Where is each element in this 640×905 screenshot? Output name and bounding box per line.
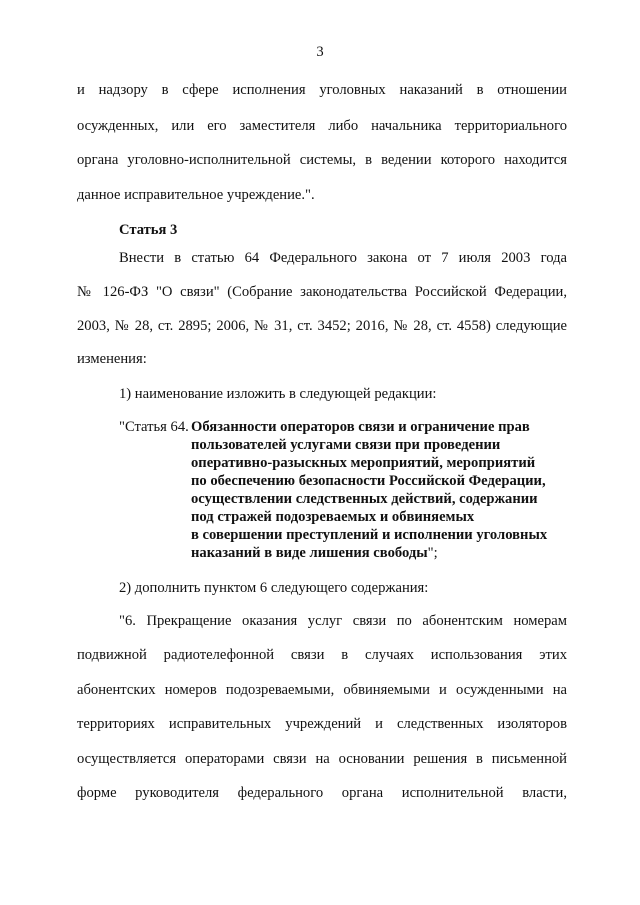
article-64-title-line-8-text: наказаний в виде лишения свободы (191, 545, 428, 561)
article-64-title-end: "; (427, 545, 438, 561)
intro-line-2: осужденных, или его заместителя либо начальника территориального (77, 118, 567, 134)
article-64-title-line-4: по обеспечению безопасности Российской Федерации, (191, 473, 546, 489)
article-64-title-line-7: в совершении преступлений и исполнении уголовных (191, 527, 548, 543)
item-6-line-4: территориях исправительных учреждений и следственных изоляторов (77, 716, 567, 732)
article-64-title-line-2: пользователей услугами связи при проведении (191, 437, 501, 453)
item-6-line-5: осуществляется операторами связи на основании решения в письменной (77, 751, 567, 767)
article-64-label: "Статья 64. (119, 419, 189, 435)
article-64-title-line-1: Обязанности операторов связи и ограничение прав (191, 419, 530, 435)
article-64-title-line-3: оперативно-разыскных мероприятий, мероприятий (191, 455, 536, 471)
article-3-heading: Статья 3 (119, 222, 178, 238)
intro-line-4: данное исправительное учреждение.". (77, 187, 315, 203)
article-3-line-4: изменения: (77, 351, 147, 367)
article-64-title-line-8 (191, 544, 438, 562)
intro-line-1: и надзору в сфере исполнения уголовных наказаний в отношении (77, 82, 567, 98)
intro-line-3: органа уголовно-исполнительной системы, в ведении которого находится (77, 152, 567, 168)
article-3-line-2: № 126-ФЗ "О связи" (Собрание законодательства Российской Федерации, (77, 284, 567, 300)
item-6-line-2: подвижной радиотелефонной связи в случаях использования этих (77, 647, 567, 663)
article-3-line-1: Внести в статью 64 Федерального закона от 7 июля 2003 года (119, 250, 567, 266)
article-3-line-3: 2003, № 28, ст. 2895; 2006, № 31, ст. 3452; 2016, № 28, ст. 4558) следующие (77, 318, 567, 334)
item-6-line-6: форме руководителя федерального органа исполнительной власти, (77, 785, 567, 801)
page-number: 3 (316, 44, 324, 60)
item-1: 1) наименование изложить в следующей редакции: (119, 386, 437, 402)
article-64-title-line-6: под стражей подозреваемых и обвиняемых (191, 509, 475, 525)
item-2: 2) дополнить пунктом 6 следующего содержания: (119, 580, 429, 596)
item-6-line-1: "6. Прекращение оказания услуг связи по абонентским номерам (119, 613, 567, 629)
item-6-line-3: абонентских номеров подозреваемыми, обвиняемыми и осужденными на (77, 682, 567, 698)
article-64-title-line-5: осуществлении следственных действий, содержании (191, 491, 538, 507)
